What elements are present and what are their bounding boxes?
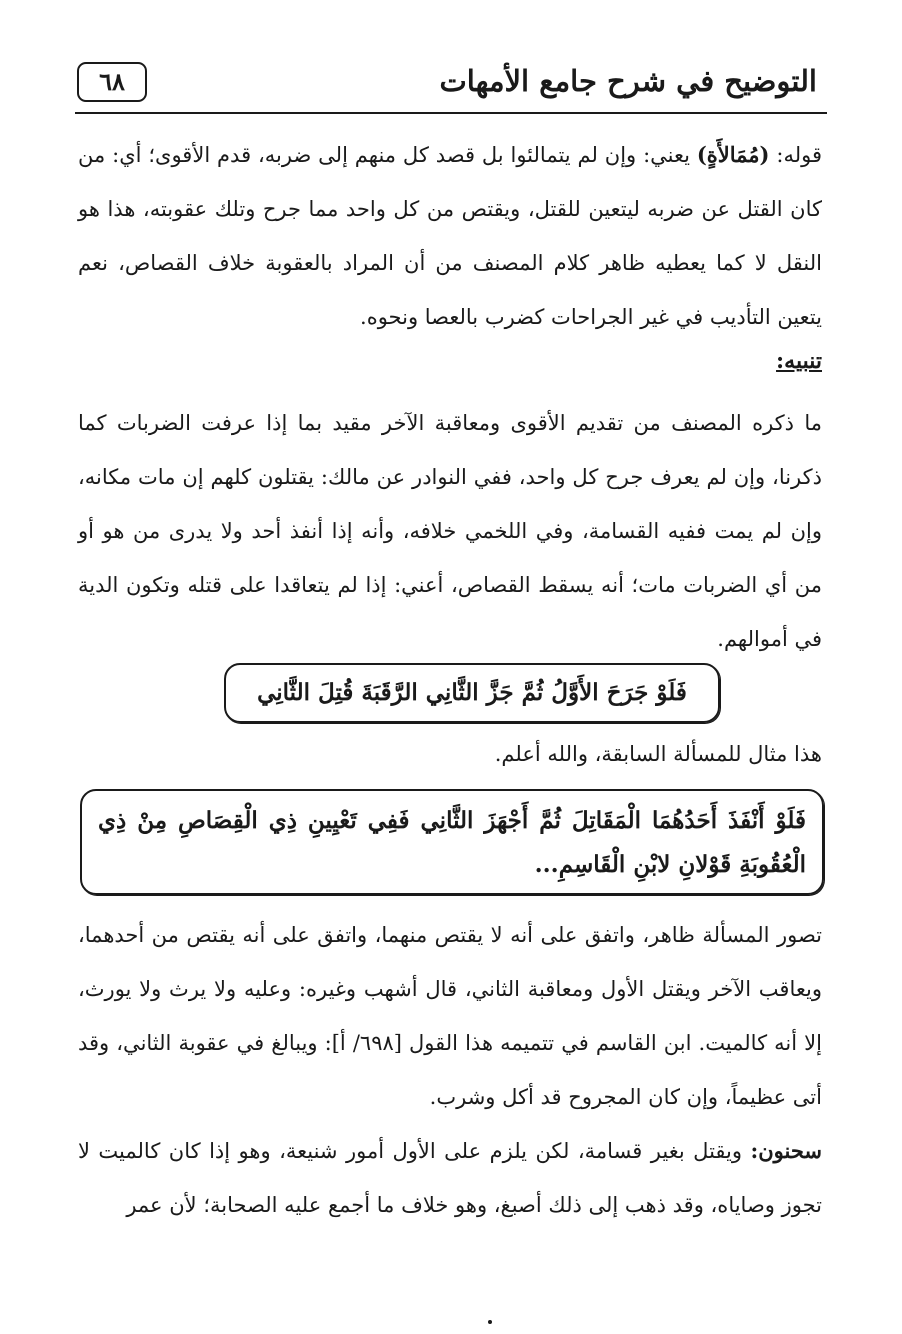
paragraph-4-lead: سحنون: [750,1138,822,1163]
paragraph-2: ما ذكره المصنف من تقديم الأقوى ومعاقبة الآخر مقيد بما إذا عرفت الضربات كما ذكرنا، وإن لم يعرف جرح كل واحد، ففي النوادر عن مالك: يقتلون كلهم إن مات مكانه، وإن لم يمت ففيه القسامة، وفي اللخمي خلافه، وأنه إذا أنفذ أحد ولا يدرى من هو أو من أي الضربات مات؛ أنه يسقط القصاص، أعني: إذا لم يتعاقدا على قتله وتكون الدية في أموالهم. [78,411,822,651]
paragraph-1-term: (مُمَالأَةٍ) [696,142,770,167]
paragraph-1-text: يعني: وإن لم يتمالئوا بل قصد كل منهم إلى ضربه، قدم الأقوى؛ أي: من كان القتل عن ضربه ليتعين للقتل، ويقتص من كل واحد مما جرح وتلك عقوبته، هذا هو النقل لا كما يعطيه ظاهر كلام المصنف من أن المراد بالعقوبة خلاف القصاص، نعم يتعين التأديب في غير الجراحات كضرب بالعصا ونحوه. [78,143,822,329]
matn-text-1: فَلَوْ جَرَحَ الأَوَّلُ ثُمَّ جَزَّ الثَّانِي الرَّقَبَةَ قُتِلَ الثَّانِي [257,679,687,706]
section-heading: تنبيه: [776,348,822,374]
page-number: ٦٨ [99,67,125,96]
footer-mark [488,1320,492,1324]
matn-box-1 [224,663,720,723]
header-rule [75,112,827,114]
paragraph-1-lead: قوله: [769,143,822,167]
note-line: هذا مثال للمسألة السابقة، والله أعلم. [494,742,822,766]
paragraph-1 [78,128,822,344]
matn-text-2: فَلَوْ أَنْفَذَ أَحَدُهُمَا الْمَقَاتِلَ ثُمَّ أَجْهَزَ الثَّانِي فَفِي تَعْيِينِ ذِي الْقِصَاصِ مِنْ ذِي الْعُقُوبَةِ قَوْلانِ لابْنِ الْقَاسِمِ... [98,807,806,878]
matn-box-2 [80,789,824,895]
paragraph-3: تصور المسألة ظاهر، واتفق على أنه لا يقتص منهما، واتفق على أنه يقتص من أحدهما، ويعاقب الآخر ويقتل الأول ومعاقبة الثاني، قال أشهب وغيره: وعليه ولا يرث ولا يورث، إلا أنه كالميت. ابن القاسم في تتميمه هذا القول [٦٩٨/ أ]: ويبالغ في عقوبة الثاني، وقد أتى عظيماً، وإن كان المجروح قد أكل وشرب. [78,923,822,1109]
page-header [75,62,827,108]
running-title: التوضيح في شرح جامع الأمهات [439,64,817,98]
page-number-box [77,62,147,102]
paragraph-4 [78,1124,822,1232]
paragraph-4-text: ويقتل بغير قسامة، لكن يلزم على الأول أمور شنيعة، وهو إذا كان كالميت لا تجوز وصاياه، وقد ذهب إلى ذلك أصبغ، وهو خلاف ما أجمع عليه الصحابة؛ لأن عمر [78,1139,822,1217]
